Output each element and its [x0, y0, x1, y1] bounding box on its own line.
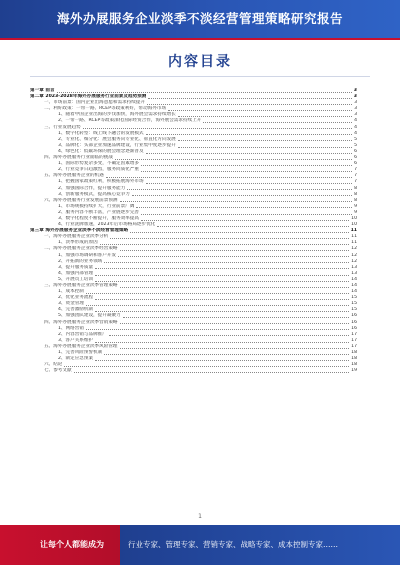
toc-entry-page: 9 [354, 209, 357, 215]
toc-leader-dots [95, 342, 349, 343]
toc-leader-dots [120, 348, 350, 349]
toc-leader-dots [178, 116, 352, 117]
toc-entry-label: 2、一带一路、RCEP等政策深化国际经贸合作，海外展会需求持续上升 [58, 118, 202, 124]
toc-leader-dots [109, 335, 349, 336]
toc-entry-label: 4、完善激励机制 [58, 307, 94, 313]
toc-entry-page: 8 [354, 191, 357, 197]
toc-leader-dots [120, 201, 353, 202]
toc-entry-page: 7 [354, 167, 357, 173]
toc-entry-page: 12 [351, 252, 357, 258]
toc-entry-label: 2、服务内容不断丰富，产业链逐步完善 [58, 209, 140, 215]
toc-entry-page: 7 [354, 179, 357, 185]
toc-entry-page: 12 [351, 246, 357, 252]
toc-entry-label: 1、成本控制 [58, 289, 84, 295]
toc-leader-dots [120, 287, 350, 288]
toc-leader-dots [64, 366, 349, 367]
toc-entry-page: 6 [354, 155, 357, 161]
toc-entry-label: 2、开拓新的业务领域 [58, 258, 103, 264]
toc-entry-label: 1、国际形势复杂多变，不确定因素增多 [58, 161, 140, 167]
toc-leader-dots [141, 171, 352, 172]
toc-leader-dots [146, 134, 352, 135]
toc-entry-label: 第三章 海外办展服务企业淡季不淡经营管理策略 [30, 228, 129, 234]
toc-entry-page: 15 [351, 295, 357, 301]
toc-entry-label: 四、海外办展服务行业面临的挑战 [44, 155, 113, 161]
toc-entry-label: 四、海外办展服务企业淡季营销策略 [44, 319, 118, 325]
toc-leader-dots [120, 323, 350, 324]
toc-entry-label: 2、制定应急预案 [58, 356, 94, 362]
toc-leader-dots [74, 372, 350, 373]
toc-entry-page: 18 [351, 356, 357, 362]
toc-entry-page: 17 [351, 337, 357, 343]
toc-entry-page: 16 [351, 319, 357, 325]
toc-entry-label: 一、海外办展服务企业淡季分析 [44, 234, 109, 240]
toc-leader-dots [168, 110, 352, 111]
toc-entry-label: 2、行业竞争日趋激烈，服务同质化严重 [58, 167, 140, 173]
toc-leader-dots [132, 195, 352, 196]
toc-title: 内容目录 [168, 54, 232, 70]
toc-entry-page: 7 [354, 173, 357, 179]
toc-entry-page: 3 [354, 112, 357, 118]
toc-entry-label: 一、市场前景：国内企业出海意愿和需求持续提升 [44, 100, 146, 106]
toc-entry-page: 11 [351, 234, 357, 240]
toc-entry-label: 4、行业洗牌加速，2023年后市场格局逐步优化 [58, 222, 156, 228]
toc-entry-label: 4、绿色化：低碳环保的展会理念逐渐普及 [58, 148, 144, 154]
toc-entry-label: 五、海外办展服务企业淡季风险管理 [44, 343, 118, 349]
toc-entry-label: 2、优化业务流程 [58, 295, 94, 301]
toc-leader-dots [141, 165, 352, 166]
toc-leader-dots [146, 153, 352, 154]
toc-entry-label: 3、数字化程度不断提升，服务效率提高 [58, 215, 140, 221]
toc-entry-page: 4 [354, 124, 357, 130]
toc-entry-page: 13 [351, 270, 357, 276]
toc-entry-page: 14 [351, 283, 357, 288]
toc-entry-label: 3、提升服务质量 [58, 264, 94, 270]
toc-entry-label: 1、加强市场调研和客户开发 [58, 252, 117, 258]
toc-entry-label: 3、资金管理 [58, 301, 84, 307]
toc-leader-dots [95, 311, 349, 312]
toc-entry-label: 二、利好政策：一带一路、RCEP等政策利好，带动海外市场 [44, 106, 167, 112]
toc-leader-dots [178, 140, 352, 141]
toc-entry-page: 5 [354, 142, 357, 148]
toc-leader-dots [203, 122, 352, 123]
toc-entry-label: 3、创新服务模式，提高核心竞争力 [58, 191, 130, 197]
toc-entry-label: 1、淡季形成的原因 [58, 240, 98, 246]
toc-leader-dots [147, 104, 352, 105]
toc-entry-page: 3 [353, 88, 357, 93]
toc-entry-label: 5、开展员工培训 [58, 276, 94, 282]
toc-entry-page: 3 [353, 94, 357, 100]
toc-entry-page: 5 [354, 136, 357, 142]
toc-leader-dots [104, 354, 349, 355]
toc-entry-page: 9 [354, 203, 357, 209]
toc-leader-dots [95, 360, 349, 361]
toc-entry-page: 15 [351, 301, 357, 307]
toc-leader-dots [146, 183, 352, 184]
toc-entry-label: 第一章 前言 [30, 88, 55, 93]
toc-leader-dots [120, 250, 350, 251]
toc-entry-page: 8 [354, 185, 357, 191]
toc-leader-dots [157, 226, 349, 227]
toc-entry-label: 二、海外办展服务企业淡季经营策略 [44, 246, 118, 252]
toc-leader-dots [95, 275, 349, 276]
toc-entry-label: 2、加强国际合作，提升服务能力 [58, 185, 126, 191]
toc-leader-dots [57, 92, 352, 93]
toc-leader-dots [86, 305, 349, 306]
toc-entry-label: 1、把握国家政策红利，积极拓展海外市场 [58, 179, 144, 185]
toc-leader-dots [136, 207, 352, 208]
toc-entry-label: 3、客户关系维护 [58, 337, 94, 343]
toc-entry-label: 2、专业化、细分化：展会服务向专业化、垂直化方向发展 [58, 136, 176, 142]
toc-entry-label: 5、加强团队建设，提升凝聚力 [58, 313, 121, 319]
toc-entry[interactable] [30, 368, 357, 374]
toc-entry-page: 10 [351, 222, 357, 228]
toc-entry-page: 3 [354, 100, 357, 106]
toc-entry-page: 16 [351, 325, 357, 331]
toc-entry-label: 2、内容营销与品牌推广 [58, 331, 107, 337]
toc-leader-dots [130, 232, 349, 233]
toc-entry-page: 18 [351, 362, 357, 368]
toc-entry-page: 15 [351, 307, 357, 313]
toc-entry-page: 19 [351, 368, 357, 374]
toc-leader-dots [127, 189, 352, 190]
toc-entry-page: 16 [351, 313, 357, 319]
footer-slogan-left: 让每个人都能成为 [40, 540, 104, 549]
toc-leader-dots [86, 329, 349, 330]
table-of-contents [30, 88, 357, 374]
toc-entry-page: 11 [351, 240, 357, 246]
toc-entry-page: 4 [354, 130, 357, 136]
toc-leader-dots [95, 281, 349, 282]
toc-entry-label: 1、完善风险预警机制 [58, 350, 103, 356]
toc-leader-dots [95, 299, 349, 300]
toc-entry-label: 五、海外办展服务企业的机遇 [44, 173, 104, 179]
page-number: 1 [198, 513, 202, 520]
toc-entry-page: 4 [354, 118, 357, 124]
toc-leader-dots [95, 268, 349, 269]
toc-entry-page: 8 [354, 197, 357, 203]
toc-entry-page: 14 [351, 276, 357, 282]
toc-entry-label: 4、加强内部管理 [58, 270, 94, 276]
toc-entry-page: 18 [351, 350, 357, 356]
toc-leader-dots [118, 256, 349, 257]
toc-leader-dots [141, 214, 352, 215]
toc-entry-label: 第二章 2023-2028年海外办展服务行业前景及趋势预测 [30, 94, 147, 100]
toc-entry-label: 三、海外办展服务企业淡季管理策略 [44, 283, 118, 288]
toc-entry-page: 3 [354, 106, 357, 112]
footer-slogan-right: 行业专家、管理专家、营销专家、战略专家、成本控制专家…… [128, 540, 338, 549]
toc-entry-page: 12 [351, 258, 357, 264]
toc-entry-label: 三、行业发展趋势 [44, 124, 81, 130]
toc-leader-dots [123, 317, 349, 318]
toc-entry-page: 10 [351, 215, 357, 221]
toc-entry-label: 1、市场规模持续扩大，行业前景广阔 [58, 203, 135, 209]
title-divider [30, 76, 370, 77]
toc-entry-label: 3、品牌化：头部企业加速品牌建设，行业集中度逐步提升 [58, 142, 176, 148]
toc-leader-dots [115, 159, 352, 160]
toc-entry-label: 1、随着中国企业出海的步伐加快，海外展会需求持续增长 [58, 112, 176, 118]
toc-entry-page: 6 [354, 148, 357, 154]
toc-leader-dots [110, 238, 349, 239]
toc-leader-dots [148, 98, 351, 99]
toc-leader-dots [104, 262, 349, 263]
toc-entry-page: 13 [351, 264, 357, 270]
toc-entry-page: 11 [350, 228, 357, 234]
toc-entry-label: 1、数字化转型：线上线下融合的发展模式 [58, 130, 144, 136]
toc-entry-label: 1、网络营销 [58, 325, 84, 331]
toc-entry-page: 14 [351, 289, 357, 295]
toc-entry-page: 17 [351, 343, 357, 349]
toc-leader-dots [141, 220, 349, 221]
toc-leader-dots [86, 293, 349, 294]
toc-leader-dots [178, 147, 352, 148]
toc-leader-dots [100, 244, 349, 245]
toc-entry-page: 6 [354, 161, 357, 167]
toc-leader-dots [83, 128, 352, 129]
toc-entry-label: 六、结论 [44, 362, 63, 368]
toc-entry-label: 七、参考文献 [44, 368, 72, 374]
toc-entry-page: 17 [351, 331, 357, 337]
toc-leader-dots [106, 177, 352, 178]
toc-entry-label: 六、海外办展服务行业发展前景预测 [44, 197, 118, 203]
report-title: 海外办展服务企业淡季不淡经营管理策略研究报告 [56, 11, 343, 26]
